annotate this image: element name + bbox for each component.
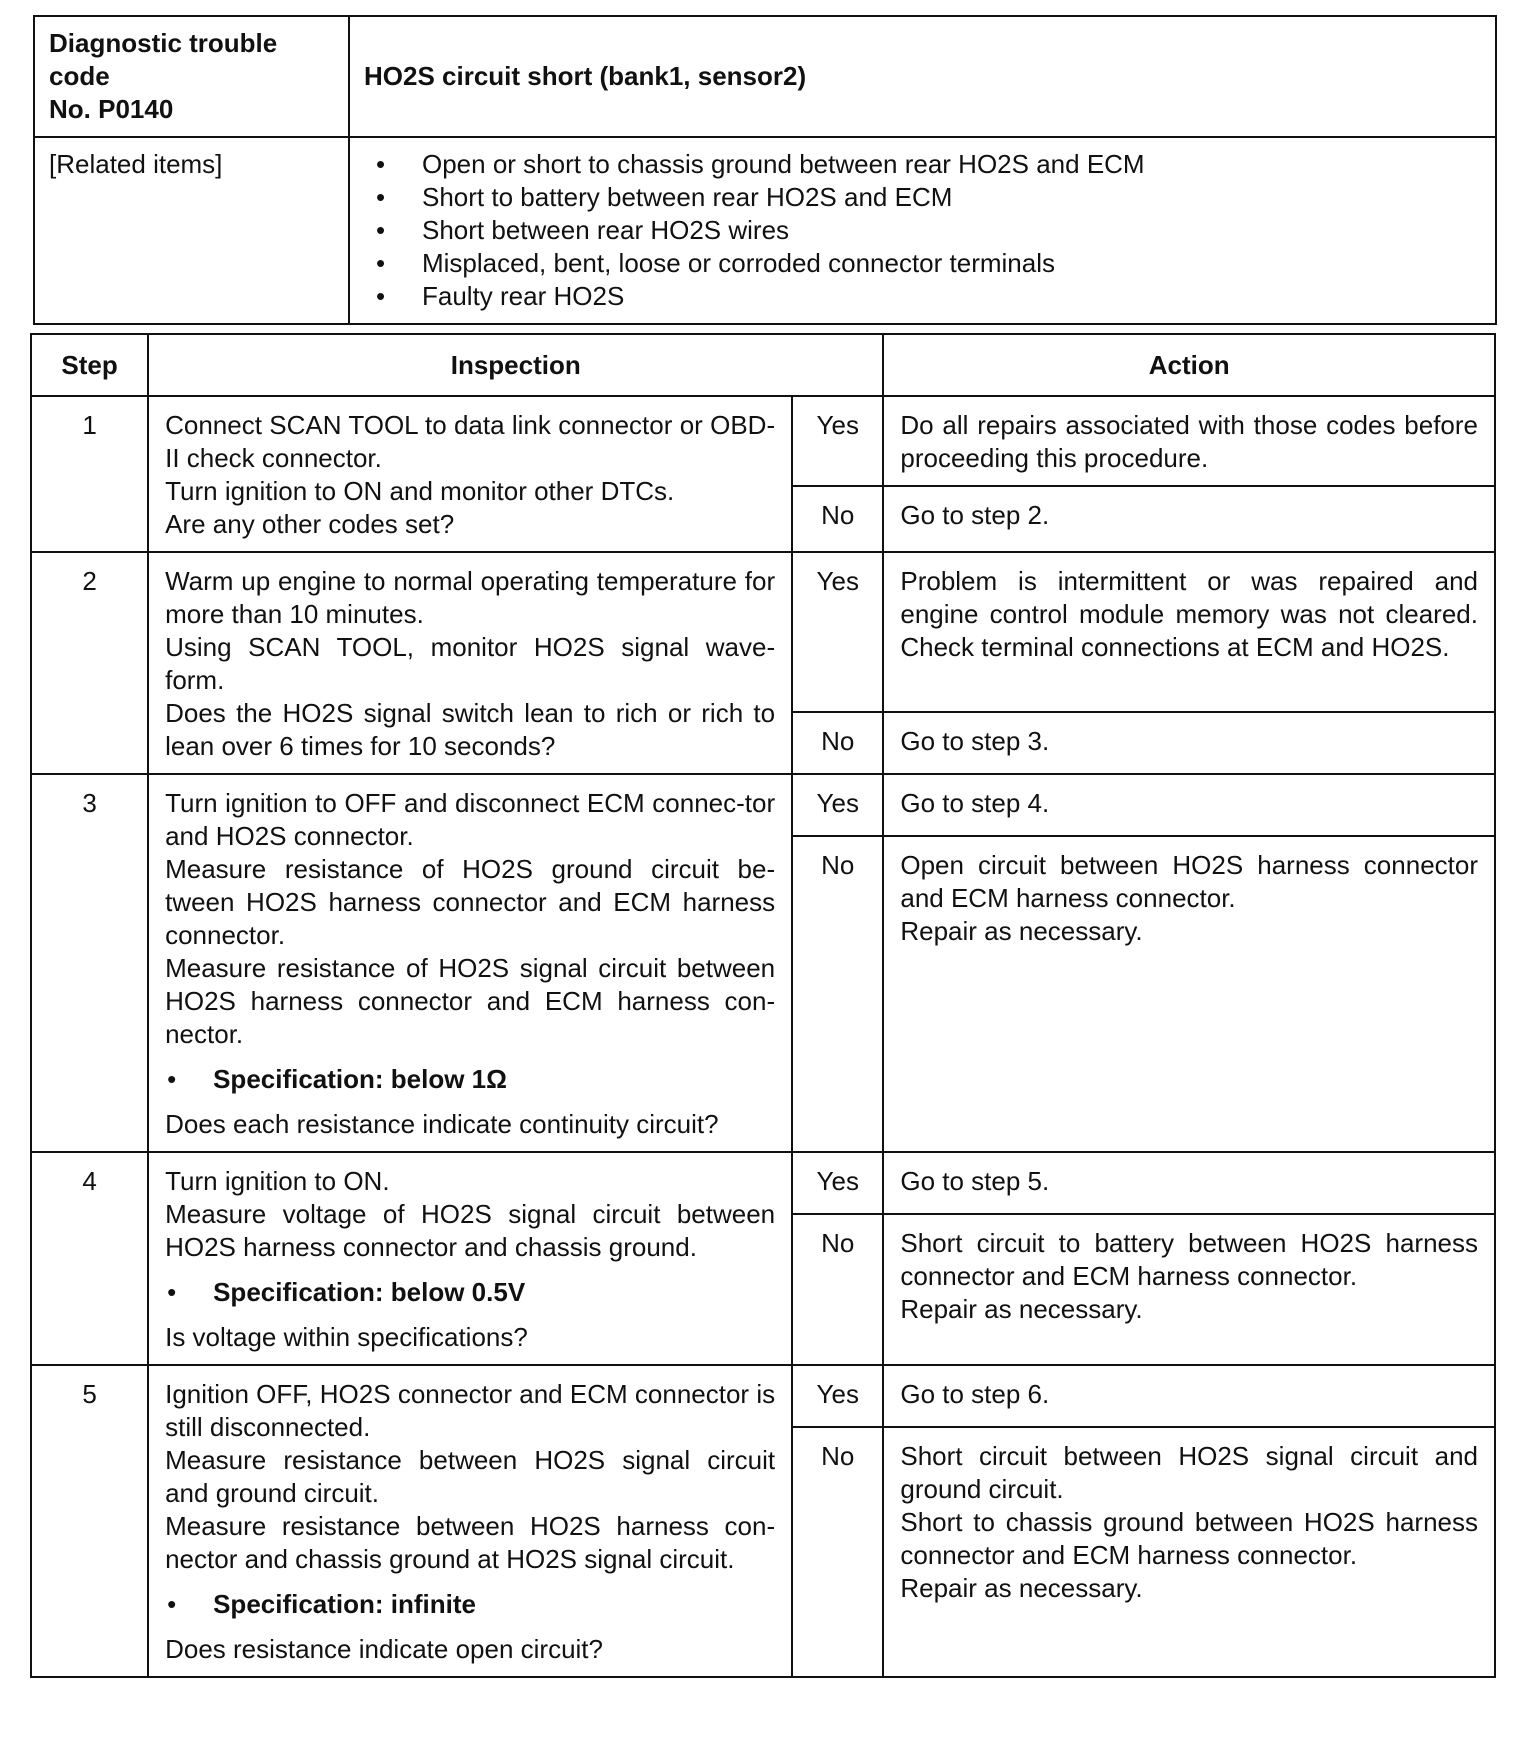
yes-action: Go to step 5. [883, 1152, 1495, 1214]
no-label: No [792, 1427, 883, 1677]
inspection-question: Does each resistance indicate continuity circuit? [165, 1109, 719, 1139]
yes-label: Yes [792, 774, 883, 836]
inspection-text: Measure resistance of HO2S ground circuit be-tween HO2S harness connector and ECM harness connector. [165, 854, 776, 950]
related-items-list [364, 148, 1481, 313]
yes-label: Yes [792, 1365, 883, 1427]
related-items-cell [349, 137, 1496, 324]
inspection-question: Does resistance indicate open circuit? [165, 1634, 603, 1664]
action-text: Repair as necessary. [900, 916, 1143, 946]
no-action: Go to step 3. [883, 712, 1495, 774]
action-text: Short circuit to battery between HO2S harness connector and ECM harness connector. [900, 1228, 1478, 1291]
related-items-label: [Related items] [34, 137, 349, 324]
inspection-text: Are any other codes set? [165, 509, 455, 539]
no-label: No [792, 712, 883, 774]
action-column-header: Action [883, 334, 1495, 396]
specification: • Specification: infinite [165, 1588, 775, 1621]
inspection-column-header: Inspection [148, 334, 883, 396]
step-inspection [148, 1365, 792, 1677]
inspection-question: Is voltage within specifications? [165, 1322, 528, 1352]
inspection-text: Measure resistance of HO2S signal circuit between HO2S harness connector and ECM harness con-nector. [165, 953, 776, 1049]
inspection-text: Turn ignition to OFF and disconnect ECM connec-tor and HO2S connector. [165, 788, 776, 851]
action-text: Repair as necessary. [900, 1294, 1143, 1324]
step-number: 3 [31, 774, 148, 1152]
yes-action: Do all repairs associated with those codes before proceeding this procedure. [883, 396, 1495, 486]
step-column-header: Step [31, 334, 148, 396]
step-inspection [148, 1152, 792, 1365]
step-inspection [148, 774, 792, 1152]
inspection-text: Measure resistance between HO2S harness con-nector and chassis ground at HO2S signal circuit. [165, 1511, 776, 1574]
inspection-text: Measure resistance between HO2S signal circuit and ground circuit. [165, 1445, 776, 1508]
step-inspection [148, 396, 792, 552]
inspection-text: Warm up engine to normal operating temperature for more than 10 minutes. [165, 566, 776, 629]
specification: • Specification: below 0.5V [165, 1276, 775, 1309]
no-action: Go to step 2. [883, 486, 1495, 552]
step-row-1-yes [31, 396, 1495, 486]
yes-label: Yes [792, 396, 883, 486]
step-row-4-yes [31, 1152, 1495, 1214]
no-action [883, 1214, 1495, 1365]
step-inspection [148, 552, 792, 774]
yes-action: Problem is intermittent or was repaired and engine control module memory was not cleared. Check terminal connections at ECM and HO2S. [883, 552, 1495, 712]
no-action [883, 836, 1495, 1152]
yes-label: Yes [792, 1152, 883, 1214]
dtc-code-label [34, 16, 349, 137]
no-label: No [792, 486, 883, 552]
related-item: • Misplaced, bent, loose or corroded connector terminals [422, 247, 1481, 280]
step-row-3-yes [31, 774, 1495, 836]
yes-action: Go to step 6. [883, 1365, 1495, 1427]
no-label: No [792, 1214, 883, 1365]
yes-label: Yes [792, 552, 883, 712]
action-text: Short to chassis ground between HO2S harness connector and ECM harness connector. [900, 1507, 1478, 1570]
inspection-text: Turn ignition to ON and monitor other DTCs. [165, 476, 675, 506]
inspection-text: Measure voltage of HO2S signal circuit between HO2S harness connector and chassis ground. [165, 1199, 776, 1262]
related-item: • Faulty rear HO2S [422, 280, 1481, 313]
action-text: Repair as necessary. [900, 1573, 1143, 1603]
yes-action: Go to step 4. [883, 774, 1495, 836]
inspection-text: Ignition OFF, HO2S connector and ECM connector is still disconnected. [165, 1379, 776, 1442]
dtc-label-line1: Diagnostic trouble code [49, 28, 278, 91]
specification: • Specification: below 1Ω [165, 1063, 775, 1096]
dtc-header-table [33, 15, 1497, 325]
step-number: 1 [31, 396, 148, 552]
step-row-5-yes [31, 1365, 1495, 1427]
inspection-text: Using SCAN TOOL, monitor HO2S signal wave-form. [165, 632, 776, 695]
inspection-text: Connect SCAN TOOL to data link connector or OBD-II check connector. [165, 410, 776, 473]
dtc-title-row [34, 16, 1496, 137]
procedure-table [30, 333, 1496, 1678]
related-item: • Short between rear HO2S wires [422, 214, 1481, 247]
no-action [883, 1427, 1495, 1677]
action-text: Open circuit between HO2S harness connector and ECM harness connector. [900, 850, 1478, 913]
no-label: No [792, 836, 883, 1152]
step-number: 5 [31, 1365, 148, 1677]
related-item: • Open or short to chassis ground between rear HO2S and ECM [422, 148, 1481, 181]
inspection-text: Turn ignition to ON. [165, 1166, 390, 1196]
procedure-header-row [31, 334, 1495, 396]
inspection-text: Does the HO2S signal switch lean to rich or rich to lean over 6 times for 10 seconds? [165, 698, 776, 761]
related-items-row [34, 137, 1496, 324]
dtc-title: HO2S circuit short (bank1, sensor2) [349, 16, 1496, 137]
dtc-code-number: No. P0140 [49, 94, 174, 124]
action-text: Short circuit between HO2S signal circuit and ground circuit. [900, 1441, 1478, 1504]
step-row-2-yes [31, 552, 1495, 712]
step-number: 4 [31, 1152, 148, 1365]
related-item: • Short to battery between rear HO2S and ECM [422, 181, 1481, 214]
step-number: 2 [31, 552, 148, 774]
